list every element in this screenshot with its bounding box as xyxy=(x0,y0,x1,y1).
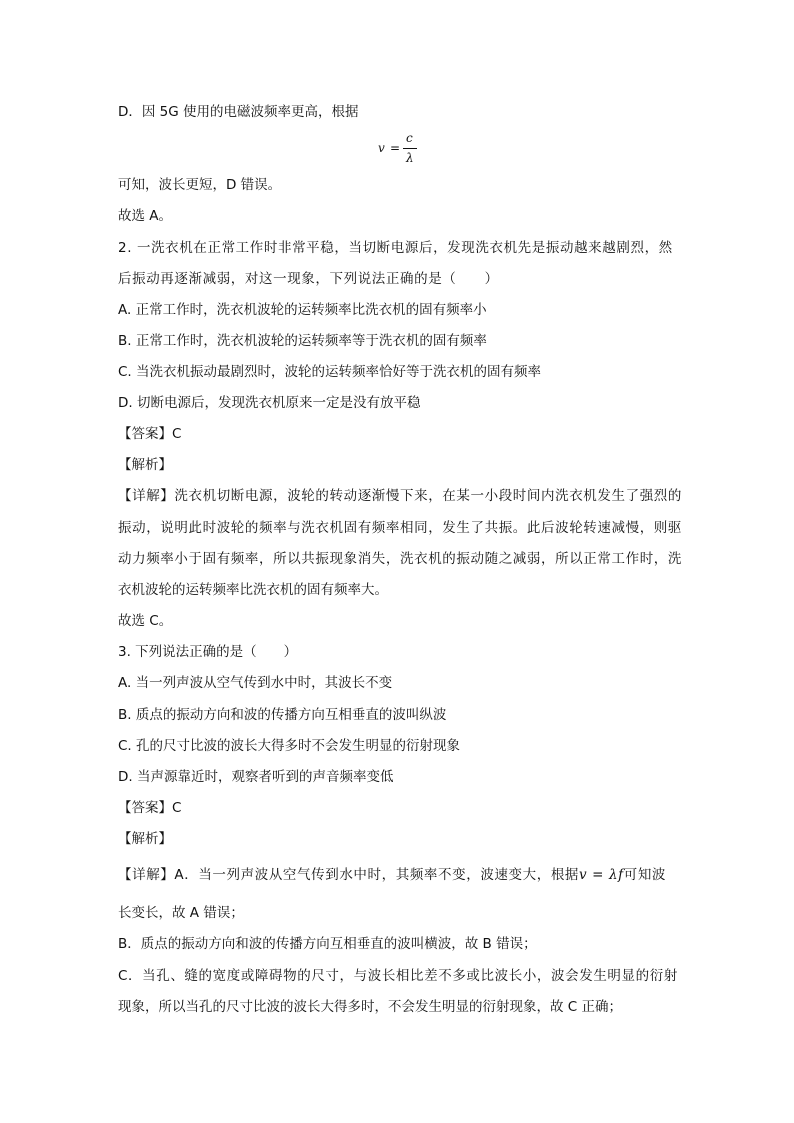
q3-option-b: B. 质点的振动方向和波的传播方向互相垂直的波叫纵波 xyxy=(118,707,447,723)
formula-denominator: λ xyxy=(406,151,414,165)
formula-v-equals-lambda-f: v = λf xyxy=(579,867,624,883)
formula-v-equals-c-over-lambda xyxy=(376,131,436,167)
prev-answer-choice: 故选 A。 xyxy=(118,208,173,224)
formula-lhs: v xyxy=(378,141,385,155)
q3-detail-a-line2: 长变长，故 A 错误； xyxy=(118,905,244,921)
prev-option-d: D．因 5G 使用的电磁波频率更高，根据 xyxy=(118,104,359,120)
q3-answer: 【答案】C xyxy=(118,800,182,816)
q3-detail-a-line1 xyxy=(118,866,666,884)
q3-detail-a-text: 【详解】A．当一列声波从空气传到水中时，其频率不变，波速变大，根据 xyxy=(118,867,580,883)
q3-analysis-heading: 【解析】 xyxy=(118,831,172,847)
q2-option-b: B. 正常工作时，洗衣机波轮的运转频率等于洗衣机的固有频率 xyxy=(118,333,487,349)
q3-detail-c-line2: 现象，所以当孔的尺寸比波的波长大得多时，不会发生明显的衍射现象，故 C 正确； xyxy=(118,999,623,1015)
q2-stem-line1: 2. 一洗衣机在正常工作时非常平稳，当切断电源后，发现洗衣机先是振动越来越剧烈，然 xyxy=(118,240,673,256)
formula-eq: = xyxy=(390,141,401,155)
q2-analysis-heading: 【解析】 xyxy=(118,457,172,473)
q2-option-d: D. 切断电源后，发现洗衣机原来一定是没有放平稳 xyxy=(118,395,421,411)
q2-conclusion: 故选 C。 xyxy=(118,613,173,629)
prev-conclusion-line: 可知，波长更短，D 错误。 xyxy=(118,177,282,193)
q2-detail-line1: 【详解】洗衣机切断电源，波轮的转动逐渐慢下来，在某一小段时间内洗衣机发生了强烈的 xyxy=(118,488,682,504)
q2-detail-line2: 振动，说明此时波轮的频率与洗衣机固有频率相同，发生了共振。此后波轮转速减慢，则驱 xyxy=(118,520,682,536)
q2-stem-line2: 后振动再逐渐减弱，对这一现象，下列说法正确的是（ ） xyxy=(118,271,499,287)
fraction-bar xyxy=(403,148,417,149)
q3-option-a: A. 当一列声波从空气传到水中时，其波长不变 xyxy=(118,675,393,691)
q3-detail-c-line1: C．当孔、缝的宽度或障碍物的尺寸，与波长相比差不多或比波长小，波会发生明显的衍射 xyxy=(118,968,678,984)
q3-detail-a-tail: 可知波 xyxy=(623,867,667,883)
q3-detail-b: B．质点的振动方向和波的传播方向互相垂直的波叫横波，故 B 错误； xyxy=(118,936,537,952)
q2-detail-line4: 衣机波轮的运转频率比洗衣机的固有频率大。 xyxy=(118,582,388,598)
q2-detail-line3: 动力频率小于固有频率，所以共振现象消失，洗衣机的振动随之减弱，所以正常工作时，洗 xyxy=(118,551,682,567)
q3-stem: 3. 下列说法正确的是（ ） xyxy=(118,644,298,660)
q2-option-c: C. 当洗衣机振动最剧烈时，波轮的运转频率恰好等于洗衣机的固有频率 xyxy=(118,364,542,380)
formula-numerator: c xyxy=(406,131,413,145)
q2-answer: 【答案】C xyxy=(118,426,182,442)
q2-option-a: A. 正常工作时，洗衣机波轮的运转频率比洗衣机的固有频率小 xyxy=(118,302,487,318)
q3-option-d: D. 当声源靠近时，观察者听到的声音频率变低 xyxy=(118,769,394,785)
q3-option-c: C. 孔的尺寸比波的波长大得多时不会发生明显的衍射现象 xyxy=(118,738,461,754)
